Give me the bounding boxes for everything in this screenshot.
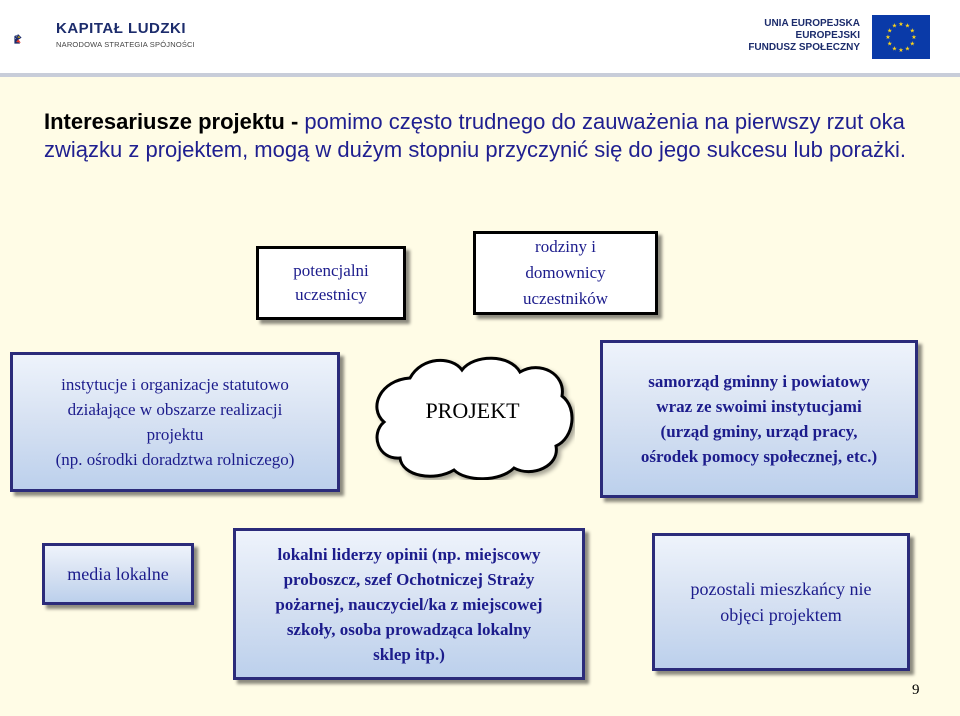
kapital-ludzki-title: KAPITAŁ LUDZKI [56,20,187,37]
eu-star-icon: ★ [911,35,917,41]
node-leaders [233,528,585,680]
eu-logo-text [748,18,860,54]
node-residents [652,533,910,671]
header-divider [0,73,960,77]
leaders-line-3: pożarnej, nauczyciel/ka z miejscowej [275,594,543,614]
eu-star-icon: ★ [887,28,893,35]
title-lead: Interesariusze projektu - [44,109,299,134]
title-text: pomimo często trudnego do zauważenia na pierwszy rzut oka związku z projektem, mogą w dużym stopniu przyczynić się do jego sukcesu lub porażki. [44,109,907,162]
media-line-1: media lokalne [67,563,169,584]
residents-line-2: objęci projektem [720,605,842,625]
kapital-ludzki-subtitle: NARODOWA STRATEGIA SPÓJNOŚCI [56,40,195,49]
residents-line-1: pozostali mieszkańcy nie [690,579,872,599]
eu-star-icon: ★ [887,41,893,48]
kapital-ludzki-logo [14,14,54,64]
government-line-1: samorząd gminny i powiatowy [648,372,870,391]
government-line-2: wraz ze swoimi instytucjami [656,397,862,416]
eu-line-1: UNIA EUROPEJSKA [764,18,860,29]
eu-line-3: FUNDUSZ SPOŁECZNY [748,42,860,53]
institutions-line-2: działające w obszarze realizacji [67,400,283,419]
families-line-2: domownicy [525,263,606,282]
eu-star-icon: ★ [891,23,898,30]
node-media [42,543,194,605]
government-line-3: (urząd gminy, urząd pracy, [660,422,858,441]
eu-star-icon: ★ [904,23,911,30]
eu-star-icon: ★ [909,41,915,48]
participants-line-1: potencjalni [293,261,369,280]
eu-star-icon: ★ [898,22,904,28]
eu-flag-icon [872,15,930,59]
page-number: 9 [912,682,920,698]
project-center-label: PROJEKT [425,398,520,423]
node-participants [256,246,406,320]
node-government [600,340,918,498]
government-line-4: ośrodek pomocy społecznej, etc.) [640,447,878,466]
institutions-line-1: instytucje i organizacje statutowo [61,375,289,394]
eu-star-icon: ★ [904,46,911,53]
eu-star-icon: ★ [898,48,904,54]
institutions-line-4: (np. ośrodki doradztwa rolniczego) [55,450,295,469]
slide-title [44,108,924,164]
slide-header [0,0,960,76]
families-line-3: uczestników [523,289,608,308]
node-families [473,231,658,315]
leaders-line-2: proboszcz, szef Ochotniczej Straży [283,569,535,589]
leaders-line-4: szkoły, osoba prowadząca lokalny [286,619,532,639]
eu-star-icon: ★ [885,35,891,41]
eu-star-icon: ★ [909,28,915,35]
participants-line-2: uczestnicy [295,285,367,304]
leaders-line-1: lokalni liderzy opinii (np. miejscowy [277,544,541,564]
leaders-line-5: sklep itp.) [373,644,445,664]
families-line-1: rodziny i [535,237,596,256]
institutions-line-3: projektu [146,425,204,444]
node-institutions [10,352,340,492]
eu-star-icon: ★ [891,46,898,53]
eu-line-2: EUROPEJSKI [795,30,860,41]
